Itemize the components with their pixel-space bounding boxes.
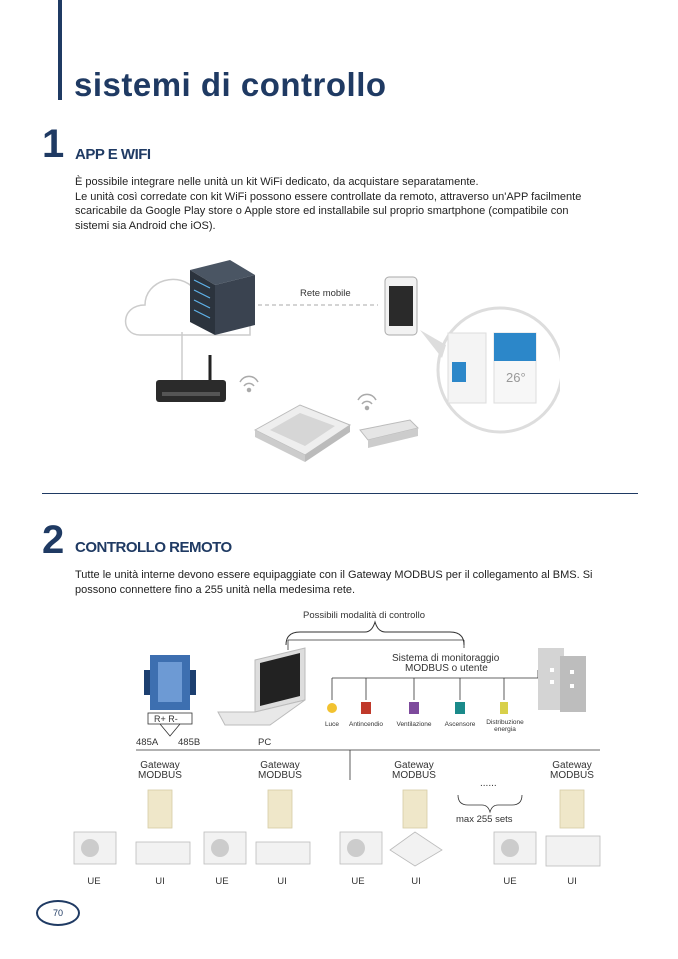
pc-label: PC [258, 737, 272, 748]
port-b-label: 485B [178, 737, 201, 748]
unit-label: UI [567, 876, 577, 887]
section-1-number: 1 [42, 122, 65, 166]
cassette-unit-icon [390, 832, 442, 866]
page-number: 70 [36, 900, 80, 926]
indoor-unit-icon [256, 842, 310, 864]
building-icon [538, 648, 586, 712]
gateway-box [560, 790, 584, 828]
device-label: Distribuzione energia [486, 719, 524, 733]
dots-label: ...... [480, 778, 497, 789]
device-label: Ventilazione [396, 721, 432, 728]
port-a-label: 485A [136, 737, 159, 748]
gateway-label-line2: MODBUS [258, 770, 302, 781]
gateway-label-line1: Gateway [552, 760, 592, 771]
cassette-unit-icon [255, 405, 350, 462]
modbus-diagram [60, 600, 620, 900]
terminals-label: R+ R- [154, 714, 178, 724]
elevator-icon [455, 702, 465, 714]
unit-label: UE [351, 876, 365, 887]
page-title: sistemi di controllo [74, 66, 387, 103]
max-sets-label: max 255 sets [456, 814, 513, 825]
gateway-label-line2: MODBUS [138, 770, 182, 781]
section-2-line: possono connettere fino a 255 unità nella medesima rete. [75, 583, 356, 596]
section-divider [42, 493, 638, 494]
section-1-title: APP E WIFI [75, 146, 151, 163]
section-1-line: scaricabile da Google Play store o Apple store ed installabile sul proprio smartphone (compatibile con [75, 205, 569, 217]
section-1-paragraph [75, 175, 635, 233]
unit-label: UE [87, 876, 101, 887]
wifi-icon [240, 376, 258, 391]
gateway-box [268, 790, 292, 828]
section-1-line: Le unità così corredate con kit WiFi possono essere controllate da remoto, attraverso un'APP facilmente [75, 190, 582, 203]
gateway-module-icon [144, 655, 196, 710]
gateway-box [403, 790, 427, 828]
app-temperature: 26° [506, 370, 526, 385]
laptop-icon [218, 648, 305, 725]
title-accent-bar [58, 0, 62, 100]
indoor-unit-icon [546, 836, 600, 866]
wifi-app-diagram [110, 250, 560, 470]
section-1-line: sistemi sia Android che iOS). [75, 219, 216, 232]
server-icon [190, 260, 255, 335]
unit-label: UI [155, 876, 165, 887]
section-1-line: È possibile integrare nelle unità un kit WiFi dedicato, da acquistare separatamente. [75, 176, 479, 188]
gateway-label-line2: MODBUS [392, 770, 436, 781]
unit-label: UI [277, 876, 287, 887]
unit-label: UE [215, 876, 229, 887]
monitoring-label-line2: MODBUS o utente [405, 663, 488, 674]
gateway-label-line1: Gateway [140, 760, 180, 771]
app-screenshot-bubble [420, 308, 560, 432]
gateway-label-line1: Gateway [260, 760, 300, 771]
monitoring-label-line1: Sistema di monitoraggio [392, 653, 500, 664]
section-2-line: Tutte le unità interne devono essere equipaggiate con il Gateway MODBUS per il collegamento al BMS. Si [75, 569, 593, 581]
section-2-paragraph [75, 568, 645, 597]
section-2-title: CONTROLLO REMOTO [75, 539, 232, 556]
gateway-label-line2: MODBUS [550, 770, 594, 781]
indoor-unit-icon [136, 842, 190, 864]
gateway-label-line1: Gateway [394, 760, 434, 771]
control-modes-label: Possibili modalità di controllo [303, 610, 425, 621]
gateway-box [148, 790, 172, 828]
router-icon [156, 355, 226, 402]
device-label: Antincendio [349, 721, 383, 728]
unit-label: UI [411, 876, 421, 887]
section-2-number: 2 [42, 518, 65, 562]
wifi-module-icon [360, 420, 418, 448]
wifi-icon [358, 394, 376, 409]
device-label: Ascensore [444, 721, 476, 728]
light-icon [327, 703, 337, 713]
unit-label: UE [503, 876, 517, 887]
ventilation-icon [409, 702, 419, 714]
energy-icon [500, 702, 508, 714]
fire-alarm-icon [361, 702, 371, 714]
network-label: Rete mobile [300, 288, 351, 299]
smartphone-icon [385, 277, 417, 335]
device-label: Luce [324, 721, 340, 728]
